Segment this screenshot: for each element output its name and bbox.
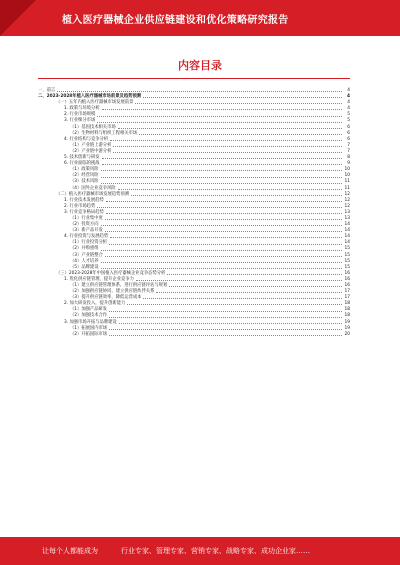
toc-entry-label: 2. 行业市场规模 [64, 112, 96, 118]
toc-entry-label: 3. 加强市场开拓与品牌建设 [64, 319, 117, 325]
toc-leader-dots [119, 323, 342, 324]
toc-leader-dots [143, 97, 342, 98]
toc-leader-dots [105, 219, 342, 220]
toc-entry-page: 5 [347, 112, 350, 118]
toc-entry-page: 17 [344, 289, 350, 295]
toc-entry-label: （2）投资方向 [70, 222, 99, 228]
toc-entry-label: （2）产业链中游分析 [70, 148, 112, 154]
toc-leader-dots [102, 109, 342, 110]
toc-entry-page: 7 [347, 142, 350, 148]
toc-entry-page: 9 [347, 161, 350, 167]
toc-entry-page: 15 [344, 264, 350, 270]
toc-leader-dots [101, 262, 342, 263]
toc-entry-label: （3）技术风险 [70, 179, 99, 185]
toc-entry-label: （3）产业链整合 [70, 252, 103, 258]
toc-entry-label: （1）产业链上游分析 [70, 142, 112, 148]
toc-entry-page: 4 [347, 88, 350, 93]
toc-leader-dots [143, 298, 342, 299]
toc-entry-label: （4）人才培养 [70, 258, 99, 264]
toc-entry-label: （2）生物材料与组织工程相关市场 [70, 130, 138, 136]
toc-entry-label: 3. 行业竞争格局趋势 [64, 209, 104, 215]
toc-entry-label: 1. 行业技术发展趋势 [64, 197, 104, 203]
toc-entry-label: （1）拓展国内市场 [70, 325, 108, 331]
toc-entry-label: （一）五年内植入医疗器械市场发展前景 [56, 100, 134, 106]
toc-entry-label: 二、2023-2028年植入医疗器械市场前景及趋势预测 [38, 94, 142, 100]
toc-entry-label: （2）经营风险 [70, 173, 99, 179]
toc-entry-page: 13 [344, 209, 350, 215]
toc-entry-label: 2. 加大研发投入，提升创新能力 [64, 301, 126, 307]
toc-leader-dots [109, 335, 342, 336]
toc-leader-dots [101, 170, 342, 171]
toc-leader-dots [131, 195, 342, 196]
toc-leader-dots [102, 158, 342, 159]
toc-entry-page: 14 [344, 228, 350, 234]
toc-leader-dots [110, 237, 342, 238]
toc-entry-page: 16 [344, 276, 350, 282]
table-of-contents [38, 88, 350, 338]
toc-leader-dots [109, 317, 342, 318]
toc-entry-page: 6 [347, 136, 350, 142]
toc-entry-label: （5）品牌建设 [70, 264, 99, 270]
toc-leader-dots [97, 116, 342, 117]
toc-entry-label: 5. 技术创新与研发 [64, 155, 100, 161]
toc-entry-label: （1）行业集中度 [70, 215, 103, 221]
toc-leader-dots [113, 146, 342, 147]
toc-leader-dots [101, 250, 342, 251]
toc-leader-dots [101, 268, 342, 269]
toc-entry-label: （4）国外企业竞争风险 [70, 185, 116, 191]
toc-entry-label: 3. 行业细分市场 [64, 118, 96, 124]
toc-entry-page: 12 [344, 191, 350, 197]
toc-entry-label: （2）并购重组 [70, 246, 99, 252]
toc-entry-page: 5 [347, 118, 350, 124]
toc-leader-dots [118, 189, 342, 190]
footer-slogan-left: 让每个人都能成为 [42, 547, 98, 555]
toc-entry-page: 20 [344, 331, 350, 337]
footer-slogan-right: 行业专家、管理专家、营销专家、战略专家、成功企业家…… [121, 547, 310, 555]
toc-entry-label: （三）2023-2028年中国植入医疗器械企业竞争态势分析 [56, 270, 166, 276]
report-header [0, 0, 400, 36]
toc-entry-label: （1）加强产品研发 [70, 307, 108, 313]
toc-entry-page: 6 [347, 124, 350, 130]
toc-entry-label: （1）建立供应链管理体系，进行供应链评估与规划 [70, 283, 168, 288]
toc-entry-label: （1）政策风险 [70, 167, 99, 173]
toc-leader-dots [101, 225, 342, 226]
toc-entry-page: 6 [347, 130, 350, 136]
toc-leader-dots [110, 140, 342, 141]
toc-leader-dots [105, 231, 342, 232]
toc-entry-label: 一、前言 [38, 88, 56, 93]
toc-divider-top [38, 78, 350, 79]
toc-entry-page: 15 [344, 258, 350, 264]
toc-leader-dots [97, 122, 342, 123]
toc-entry-page: 4 [347, 106, 350, 112]
toc-leader-dots [101, 183, 342, 184]
report-title: 植入医疗器械企业供应链建设和优化策略研究报告 [62, 15, 289, 26]
toc-entry-page: 19 [344, 319, 350, 325]
toc-leader-dots [106, 213, 342, 214]
toc-entry-label: （1）行业投资分析 [70, 240, 108, 246]
toc-entry-page: 7 [347, 148, 350, 154]
toc-entry-page: 12 [344, 203, 350, 209]
toc-entry-label: 2. 行业市场趋势 [64, 203, 96, 209]
toc-leader-dots [97, 207, 342, 208]
toc-entry-page: 4 [347, 94, 350, 100]
toc-entry-page: 4 [347, 100, 350, 106]
toc-leader-dots [139, 134, 342, 135]
toc-entry-page: 14 [344, 240, 350, 246]
toc-entry-label: 4. 行业投资与发展趋势 [64, 234, 109, 240]
toc-entry-label: 1. 优化供应链管理，提升企业竞争力 [64, 276, 134, 282]
toc-entry-page: 12 [344, 197, 350, 203]
toc-leader-dots [105, 256, 342, 257]
toc-entry-page: 18 [344, 307, 350, 313]
toc-entry-page: 14 [344, 222, 350, 228]
toc-leader-dots [57, 91, 342, 92]
toc-entry-page: 16 [344, 283, 350, 288]
toc-entry-page: 18 [344, 313, 350, 319]
toc-entry-label: 1. 政策与环境分析 [64, 106, 100, 112]
toc-entry-page: 18 [344, 301, 350, 307]
toc-title: 内容目录 [178, 59, 222, 72]
toc-leader-dots [118, 128, 342, 129]
header-corner-decoration [0, 0, 36, 36]
toc-entry-label: （2）开拓国际市场 [70, 331, 108, 337]
toc-entry-label: （1）基因技术相关市场 [70, 124, 116, 130]
toc-leader-dots [136, 280, 342, 281]
toc-entry-page: 13 [344, 215, 350, 221]
toc-entry-label: （二）植入医疗器械市场发展趋势预测 [56, 191, 130, 197]
toc-entry-page: 15 [344, 246, 350, 252]
toc-entry-label: （2）加强技术合作 [70, 313, 108, 319]
toc-entry-label: （2）加强供应链协同，建立供应链伙伴关系 [70, 289, 155, 295]
toc-leader-dots [167, 274, 342, 275]
toc-entry-page: 17 [344, 295, 350, 301]
toc-leader-dots [113, 152, 342, 153]
toc-leader-dots [135, 103, 342, 104]
toc-entry-page: 10 [344, 167, 350, 173]
toc-leader-dots [109, 244, 342, 245]
toc-leader-dots [127, 304, 342, 305]
toc-entry-label: 4. 行业结构与竞争分析 [64, 136, 109, 142]
toc-entry[interactable] [38, 332, 350, 338]
toc-leader-dots [101, 177, 342, 178]
toc-leader-dots [109, 329, 342, 330]
toc-entry-page: 16 [344, 270, 350, 276]
toc-entry-page: 15 [344, 252, 350, 258]
report-footer [0, 537, 400, 565]
toc-entry-page: 8 [347, 155, 350, 161]
toc-entry-page: 11 [344, 179, 350, 185]
toc-entry-label: （3）新产品开发 [70, 228, 103, 234]
toc-leader-dots [109, 311, 342, 312]
toc-entry-page: 14 [344, 234, 350, 240]
toc-entry-label: （3）提升供应链效率，降低运营成本 [70, 295, 142, 301]
toc-entry-label: 6. 行业面临的挑战 [64, 161, 100, 167]
toc-leader-dots [169, 286, 342, 287]
toc-leader-dots [156, 292, 342, 293]
toc-leader-dots [106, 201, 342, 202]
toc-entry-page: 10 [344, 173, 350, 179]
toc-leader-dots [102, 164, 342, 165]
toc-entry-page: 19 [344, 325, 350, 331]
toc-entry-page: 11 [344, 185, 350, 191]
